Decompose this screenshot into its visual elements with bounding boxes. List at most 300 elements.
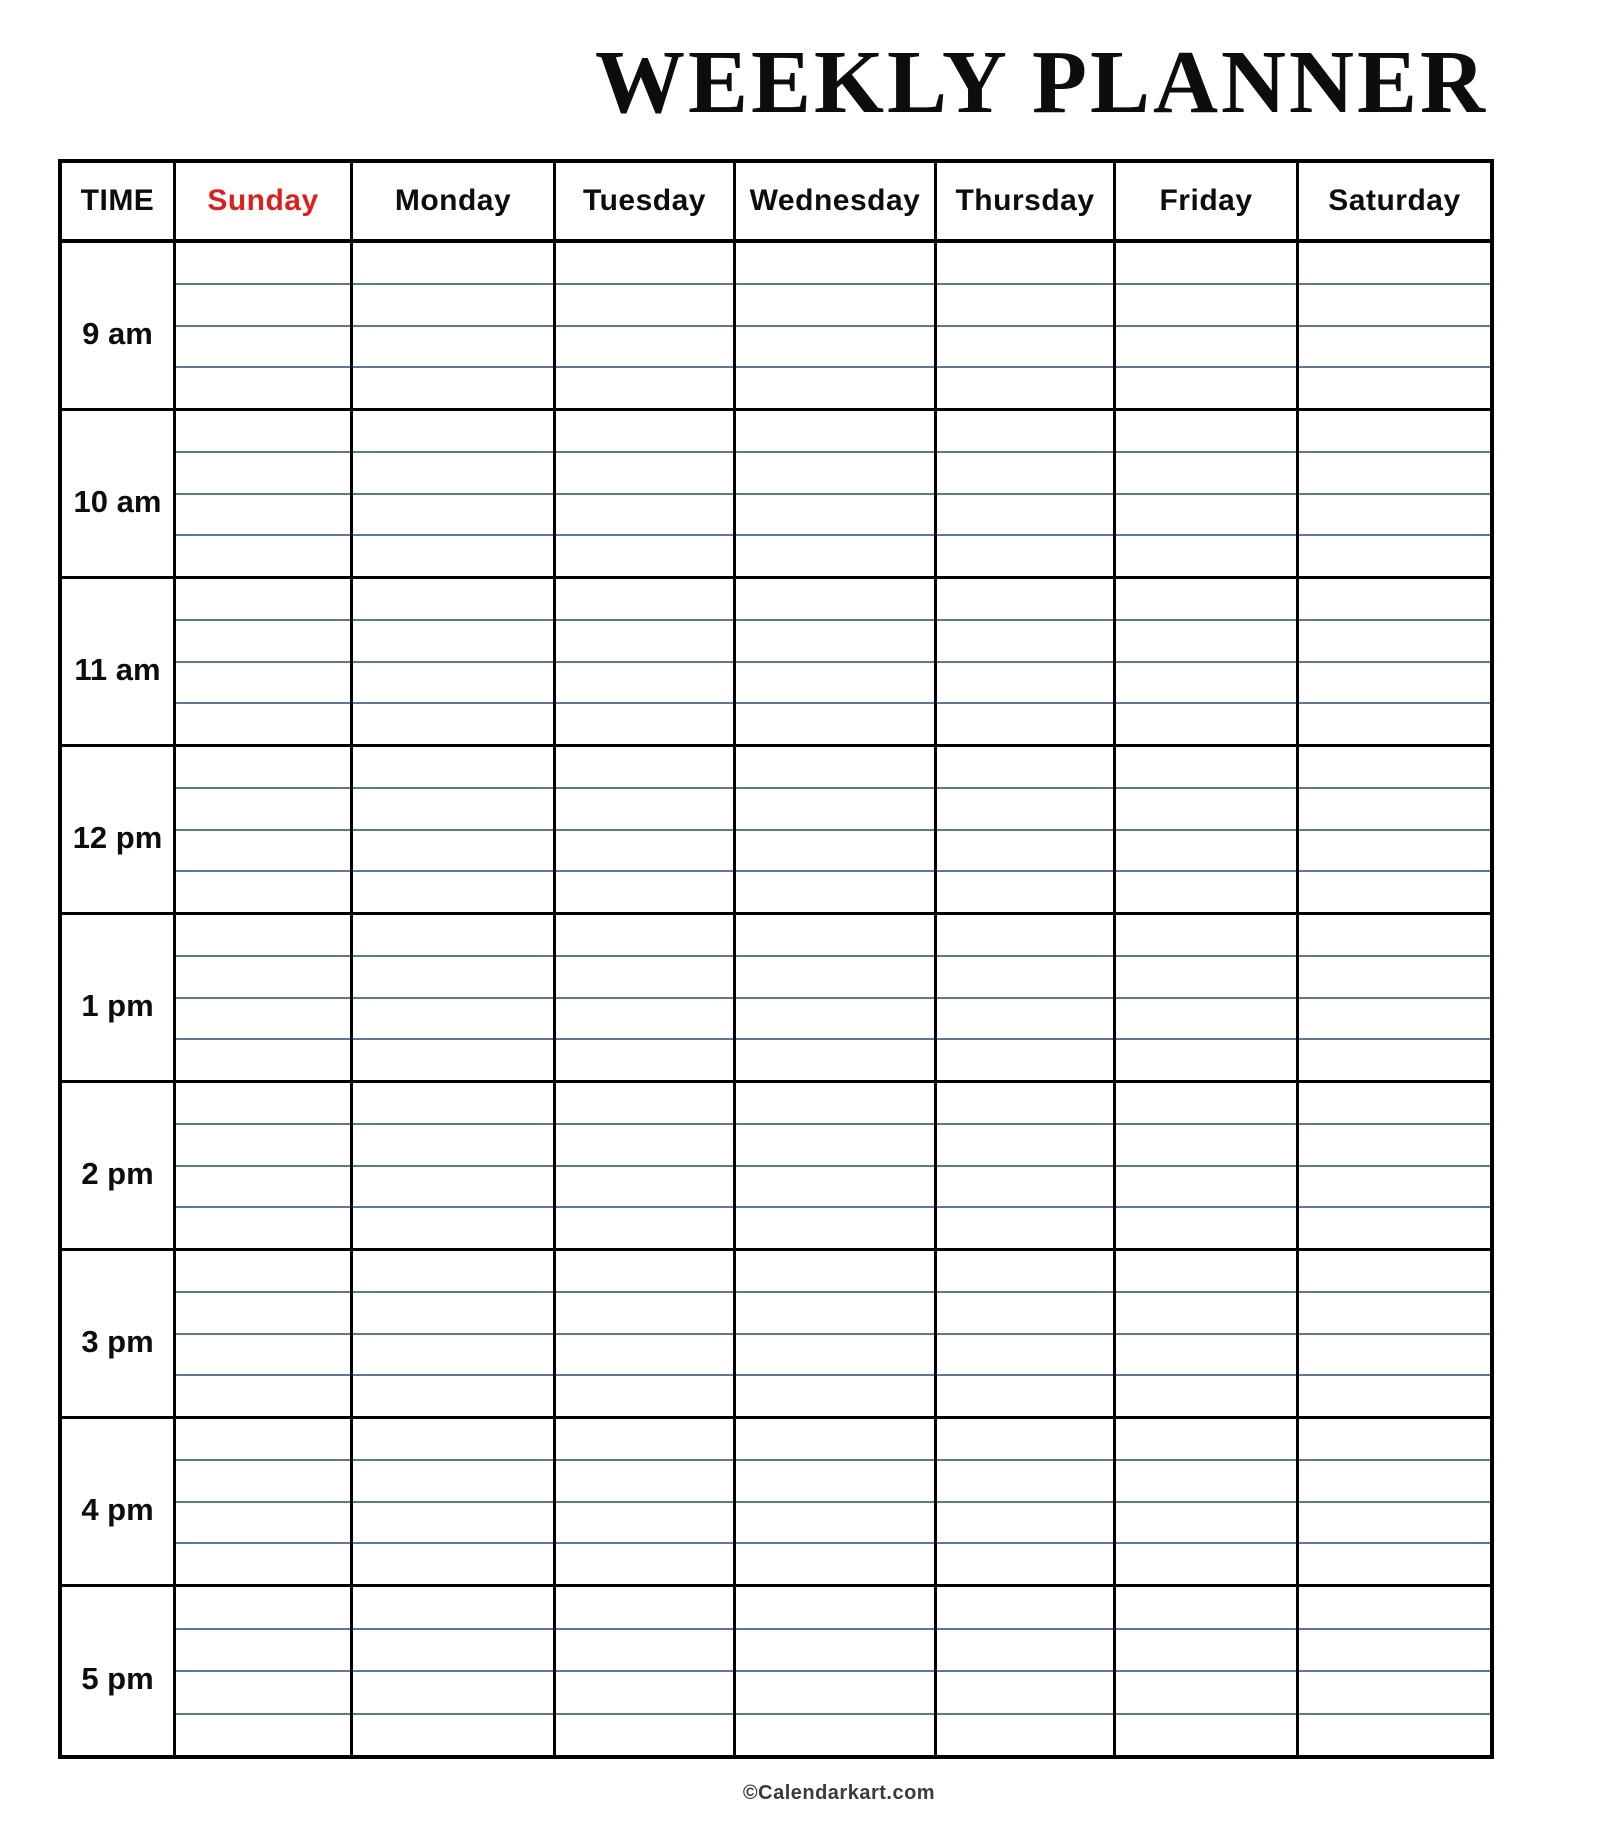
- writing-line: [353, 411, 553, 451]
- writing-line: [1299, 1628, 1490, 1671]
- writing-line: [176, 619, 350, 661]
- slot-9am-wednesday: [733, 243, 934, 411]
- writing-line: [1299, 1291, 1490, 1333]
- writing-line: [1299, 870, 1490, 912]
- writing-line: [1116, 243, 1296, 283]
- writing-line: [1299, 619, 1490, 661]
- writing-line: [353, 1542, 553, 1584]
- slot-11am-thursday: [934, 579, 1113, 747]
- writing-line: [937, 787, 1113, 829]
- writing-line: [1116, 829, 1296, 871]
- writing-line: [353, 619, 553, 661]
- writing-line: [736, 1251, 934, 1291]
- slot-12pm-wednesday: [733, 747, 934, 915]
- planner-grid: [58, 159, 1494, 1759]
- slot-3pm-friday: [1113, 1251, 1296, 1419]
- slot-3pm-sunday: [173, 1251, 350, 1419]
- writing-line: [736, 1501, 934, 1543]
- writing-line: [176, 1501, 350, 1543]
- writing-line: [1299, 1459, 1490, 1501]
- slot-1pm-friday: [1113, 915, 1296, 1083]
- writing-line: [353, 1419, 553, 1459]
- writing-line: [1116, 411, 1296, 451]
- writing-line: [353, 1628, 553, 1671]
- slot-9am-saturday: [1296, 243, 1490, 411]
- writing-line: [556, 1628, 733, 1671]
- writing-line: [353, 747, 553, 787]
- writing-line: [556, 1291, 733, 1333]
- writing-line: [1299, 1542, 1490, 1584]
- writing-line: [353, 1713, 553, 1756]
- writing-line: [556, 1374, 733, 1416]
- writing-line: [176, 579, 350, 619]
- writing-line: [176, 493, 350, 535]
- writing-line: [556, 493, 733, 535]
- slot-9am-friday: [1113, 243, 1296, 411]
- slot-5pm-monday: [350, 1587, 553, 1755]
- writing-line: [176, 1333, 350, 1375]
- writing-line: [937, 1670, 1113, 1713]
- writing-line: [556, 366, 733, 408]
- writing-line: [937, 1083, 1113, 1123]
- writing-line: [353, 579, 553, 619]
- slot-12pm-tuesday: [553, 747, 733, 915]
- writing-line: [1299, 1206, 1490, 1248]
- writing-line: [736, 451, 934, 493]
- writing-line: [353, 325, 553, 367]
- writing-line: [736, 1587, 934, 1628]
- writing-line: [937, 1419, 1113, 1459]
- writing-line: [1299, 1083, 1490, 1123]
- slot-10am-saturday: [1296, 411, 1490, 579]
- writing-line: [1116, 915, 1296, 955]
- writing-line: [1116, 1459, 1296, 1501]
- writing-line: [1116, 1628, 1296, 1671]
- slot-5pm-friday: [1113, 1587, 1296, 1755]
- writing-line: [1299, 1123, 1490, 1165]
- writing-line: [556, 1713, 733, 1756]
- writing-line: [556, 1670, 733, 1713]
- writing-line: [1116, 1251, 1296, 1291]
- writing-line: [1116, 787, 1296, 829]
- writing-line: [736, 1333, 934, 1375]
- writing-line: [736, 1291, 934, 1333]
- slot-11am-sunday: [173, 579, 350, 747]
- slot-5pm-tuesday: [553, 1587, 733, 1755]
- writing-line: [176, 1123, 350, 1165]
- slot-5pm-saturday: [1296, 1587, 1490, 1755]
- header-time: TIME: [62, 163, 173, 243]
- writing-line: [176, 915, 350, 955]
- credit-text: ©Calendarkart.com: [742, 1782, 936, 1804]
- writing-line: [937, 1038, 1113, 1080]
- writing-line: [1299, 1165, 1490, 1207]
- writing-line: [353, 1670, 553, 1713]
- slot-4pm-tuesday: [553, 1419, 733, 1587]
- writing-line: [1116, 1501, 1296, 1543]
- writing-line: [1116, 661, 1296, 703]
- time-slot-label-5pm: 5 pm: [81, 1661, 154, 1696]
- writing-line: [736, 243, 934, 283]
- writing-line: [736, 366, 934, 408]
- writing-line: [556, 997, 733, 1039]
- writing-line: [176, 1587, 350, 1628]
- slot-3pm-saturday: [1296, 1251, 1490, 1419]
- slot-4pm-thursday: [934, 1419, 1113, 1587]
- writing-line: [1116, 702, 1296, 744]
- writing-line: [937, 1587, 1113, 1628]
- writing-line: [1299, 915, 1490, 955]
- slot-1pm-wednesday: [733, 915, 934, 1083]
- slot-10am-sunday: [173, 411, 350, 579]
- writing-line: [736, 619, 934, 661]
- writing-line: [1116, 1291, 1296, 1333]
- writing-line: [176, 1083, 350, 1123]
- writing-line: [556, 829, 733, 871]
- writing-line: [1299, 997, 1490, 1039]
- writing-line: [176, 747, 350, 787]
- writing-line: [1299, 579, 1490, 619]
- writing-line: [1116, 1587, 1296, 1628]
- writing-line: [353, 1165, 553, 1207]
- slot-5pm-sunday: [173, 1587, 350, 1755]
- writing-line: [1116, 870, 1296, 912]
- writing-line: [937, 870, 1113, 912]
- writing-line: [353, 1333, 553, 1375]
- writing-line: [353, 661, 553, 703]
- writing-line: [736, 325, 934, 367]
- writing-line: [937, 661, 1113, 703]
- writing-line: [1299, 1587, 1490, 1628]
- writing-line: [937, 829, 1113, 871]
- writing-line: [1116, 1206, 1296, 1248]
- writing-line: [1116, 1038, 1296, 1080]
- slot-10am-thursday: [934, 411, 1113, 579]
- writing-line: [937, 1374, 1113, 1416]
- writing-line: [556, 1123, 733, 1165]
- slot-3pm-tuesday: [553, 1251, 733, 1419]
- writing-line: [937, 283, 1113, 325]
- writing-line: [176, 1628, 350, 1671]
- writing-line: [736, 1165, 934, 1207]
- writing-line: [1116, 451, 1296, 493]
- slot-5pm-wednesday: [733, 1587, 934, 1755]
- slot-12pm-thursday: [934, 747, 1113, 915]
- writing-line: [1299, 829, 1490, 871]
- writing-line: [176, 325, 350, 367]
- writing-line: [556, 1251, 733, 1291]
- writing-line: [736, 702, 934, 744]
- writing-line: [176, 411, 350, 451]
- writing-line: [1116, 283, 1296, 325]
- writing-line: [736, 787, 934, 829]
- writing-line: [353, 1038, 553, 1080]
- writing-line: [937, 1542, 1113, 1584]
- writing-line: [353, 1251, 553, 1291]
- writing-line: [353, 1291, 553, 1333]
- writing-line: [1116, 1542, 1296, 1584]
- header-day-friday: Friday: [1113, 163, 1296, 243]
- writing-line: [176, 1670, 350, 1713]
- writing-line: [353, 1374, 553, 1416]
- writing-line: [1116, 747, 1296, 787]
- writing-line: [353, 534, 553, 576]
- writing-line: [937, 1291, 1113, 1333]
- writing-line: [1299, 1251, 1490, 1291]
- writing-line: [1116, 1670, 1296, 1713]
- writing-line: [937, 747, 1113, 787]
- writing-line: [556, 661, 733, 703]
- writing-line: [556, 787, 733, 829]
- slot-10am-monday: [350, 411, 553, 579]
- slot-9am-monday: [350, 243, 553, 411]
- writing-line: [1299, 1374, 1490, 1416]
- writing-line: [937, 325, 1113, 367]
- writing-line: [353, 1083, 553, 1123]
- writing-line: [937, 1628, 1113, 1671]
- writing-line: [937, 579, 1113, 619]
- writing-line: [556, 579, 733, 619]
- time-slot-label-12pm: 12 pm: [62, 747, 173, 915]
- slot-3pm-monday: [350, 1251, 553, 1419]
- time-slot-label-10am: 10 am: [62, 411, 173, 579]
- writing-line: [176, 702, 350, 744]
- slot-11am-tuesday: [553, 579, 733, 747]
- header-day-sunday: Sunday: [173, 163, 350, 243]
- writing-line: [937, 915, 1113, 955]
- writing-line: [556, 915, 733, 955]
- writing-line: [1299, 325, 1490, 367]
- writing-line: [736, 411, 934, 451]
- writing-line: [353, 1587, 553, 1628]
- writing-line: [937, 702, 1113, 744]
- writing-line: [176, 1038, 350, 1080]
- slot-1pm-saturday: [1296, 915, 1490, 1083]
- writing-line: [1299, 1713, 1490, 1756]
- writing-line: [1299, 955, 1490, 997]
- writing-line: [1116, 1713, 1296, 1756]
- writing-line: [1116, 1083, 1296, 1123]
- writing-line: [176, 1419, 350, 1459]
- writing-line: [556, 1165, 733, 1207]
- writing-line: [176, 829, 350, 871]
- writing-line: [556, 619, 733, 661]
- writing-line: [1299, 787, 1490, 829]
- writing-line: [556, 1206, 733, 1248]
- writing-line: [736, 955, 934, 997]
- writing-line: [1299, 1333, 1490, 1375]
- writing-line: [556, 1587, 733, 1628]
- header-day-monday: Monday: [350, 163, 553, 243]
- time-slot-label-3pm: 3 pm: [62, 1251, 173, 1419]
- writing-line: [353, 787, 553, 829]
- writing-line: [937, 243, 1113, 283]
- writing-line: [556, 1501, 733, 1543]
- writing-line: [1299, 1670, 1490, 1713]
- writing-line: [176, 1251, 350, 1291]
- writing-line: [353, 493, 553, 535]
- writing-line: [1299, 1419, 1490, 1459]
- writing-line: [736, 493, 934, 535]
- writing-line: [1116, 955, 1296, 997]
- writing-line: [176, 1713, 350, 1756]
- writing-line: [1116, 619, 1296, 661]
- time-slot-label-11am: 11 am: [62, 579, 173, 747]
- time-slot-label-2pm: 2 pm: [62, 1083, 173, 1251]
- slot-11am-friday: [1113, 579, 1296, 747]
- writing-line: [736, 283, 934, 325]
- header-day-saturday: Saturday: [1296, 163, 1490, 243]
- slot-9am-sunday: [173, 243, 350, 411]
- header-day-tuesday: Tuesday: [553, 163, 733, 243]
- writing-line: [353, 829, 553, 871]
- slot-10am-tuesday: [553, 411, 733, 579]
- slot-2pm-wednesday: [733, 1083, 934, 1251]
- writing-line: [353, 1459, 553, 1501]
- writing-line: [353, 702, 553, 744]
- writing-line: [736, 1123, 934, 1165]
- writing-line: [556, 1038, 733, 1080]
- writing-line: [1116, 366, 1296, 408]
- writing-line: [1299, 534, 1490, 576]
- writing-line: [176, 1165, 350, 1207]
- writing-line: [353, 870, 553, 912]
- slot-5pm-thursday: [934, 1587, 1113, 1755]
- slot-1pm-thursday: [934, 915, 1113, 1083]
- writing-line: [937, 451, 1113, 493]
- writing-line: [176, 1459, 350, 1501]
- writing-line: [556, 243, 733, 283]
- writing-line: [1299, 243, 1490, 283]
- writing-line: [353, 1123, 553, 1165]
- slot-4pm-saturday: [1296, 1419, 1490, 1587]
- slot-2pm-sunday: [173, 1083, 350, 1251]
- writing-line: [353, 955, 553, 997]
- writing-line: [1116, 325, 1296, 367]
- writing-line: [353, 283, 553, 325]
- header-day-wednesday: Wednesday: [733, 163, 934, 243]
- slot-9am-thursday: [934, 243, 1113, 411]
- writing-line: [1299, 702, 1490, 744]
- writing-line: [1116, 579, 1296, 619]
- writing-line: [1299, 493, 1490, 535]
- page-title: WEEKLY PLANNER: [594, 33, 1488, 132]
- writing-line: [736, 1419, 934, 1459]
- writing-line: [736, 1542, 934, 1584]
- writing-line: [353, 1501, 553, 1543]
- writing-line: [176, 997, 350, 1039]
- slot-11am-monday: [350, 579, 553, 747]
- writing-line: [176, 955, 350, 997]
- writing-line: [176, 1542, 350, 1584]
- writing-line: [736, 915, 934, 955]
- writing-line: [1299, 661, 1490, 703]
- writing-line: [937, 997, 1113, 1039]
- writing-line: [736, 747, 934, 787]
- time-slot-label-1pm: 1 pm: [62, 915, 173, 1083]
- writing-line: [736, 1713, 934, 1756]
- writing-line: [176, 1374, 350, 1416]
- writing-line: [1299, 411, 1490, 451]
- slot-1pm-sunday: [173, 915, 350, 1083]
- writing-line: [937, 411, 1113, 451]
- writing-line: [556, 1083, 733, 1123]
- writing-line: [556, 1459, 733, 1501]
- writing-line: [937, 493, 1113, 535]
- writing-line: [556, 870, 733, 912]
- time-slot-label-4pm: 4 pm: [62, 1419, 173, 1587]
- slot-12pm-saturday: [1296, 747, 1490, 915]
- writing-line: [1116, 1419, 1296, 1459]
- writing-line: [1116, 534, 1296, 576]
- slot-4pm-friday: [1113, 1419, 1296, 1587]
- writing-line: [1299, 366, 1490, 408]
- writing-line: [937, 1333, 1113, 1375]
- writing-line: [736, 534, 934, 576]
- slot-2pm-saturday: [1296, 1083, 1490, 1251]
- writing-line: [1299, 1501, 1490, 1543]
- slot-2pm-friday: [1113, 1083, 1296, 1251]
- writing-line: [353, 1206, 553, 1248]
- writing-line: [937, 1165, 1113, 1207]
- writing-line: [736, 1038, 934, 1080]
- slot-4pm-sunday: [173, 1419, 350, 1587]
- time-slot-label-9am: 9 am: [62, 243, 173, 411]
- writing-line: [556, 1419, 733, 1459]
- slot-12pm-friday: [1113, 747, 1296, 915]
- writing-line: [176, 283, 350, 325]
- writing-line: [176, 661, 350, 703]
- writing-line: [1116, 1123, 1296, 1165]
- writing-line: [353, 915, 553, 955]
- writing-line: [736, 1459, 934, 1501]
- writing-line: [736, 1206, 934, 1248]
- slot-10am-wednesday: [733, 411, 934, 579]
- slot-12pm-sunday: [173, 747, 350, 915]
- slot-2pm-monday: [350, 1083, 553, 1251]
- writing-line: [1299, 1038, 1490, 1080]
- writing-line: [736, 829, 934, 871]
- writing-line: [556, 325, 733, 367]
- writing-line: [353, 366, 553, 408]
- slot-1pm-tuesday: [553, 915, 733, 1083]
- slot-11am-saturday: [1296, 579, 1490, 747]
- writing-line: [353, 451, 553, 493]
- slot-3pm-wednesday: [733, 1251, 934, 1419]
- slot-4pm-wednesday: [733, 1419, 934, 1587]
- header-day-thursday: Thursday: [934, 163, 1113, 243]
- writing-line: [1116, 1333, 1296, 1375]
- writing-line: [1116, 1165, 1296, 1207]
- writing-line: [937, 1251, 1113, 1291]
- writing-line: [176, 366, 350, 408]
- writing-line: [556, 283, 733, 325]
- writing-line: [556, 1333, 733, 1375]
- slot-10am-friday: [1113, 411, 1296, 579]
- slot-12pm-monday: [350, 747, 553, 915]
- writing-line: [556, 534, 733, 576]
- writing-line: [937, 1713, 1113, 1756]
- slot-4pm-monday: [350, 1419, 553, 1587]
- writing-line: [736, 1083, 934, 1123]
- writing-line: [353, 243, 553, 283]
- slot-3pm-thursday: [934, 1251, 1113, 1419]
- slot-1pm-monday: [350, 915, 553, 1083]
- slot-11am-wednesday: [733, 579, 934, 747]
- writing-line: [937, 1123, 1113, 1165]
- writing-line: [176, 787, 350, 829]
- writing-line: [937, 1501, 1113, 1543]
